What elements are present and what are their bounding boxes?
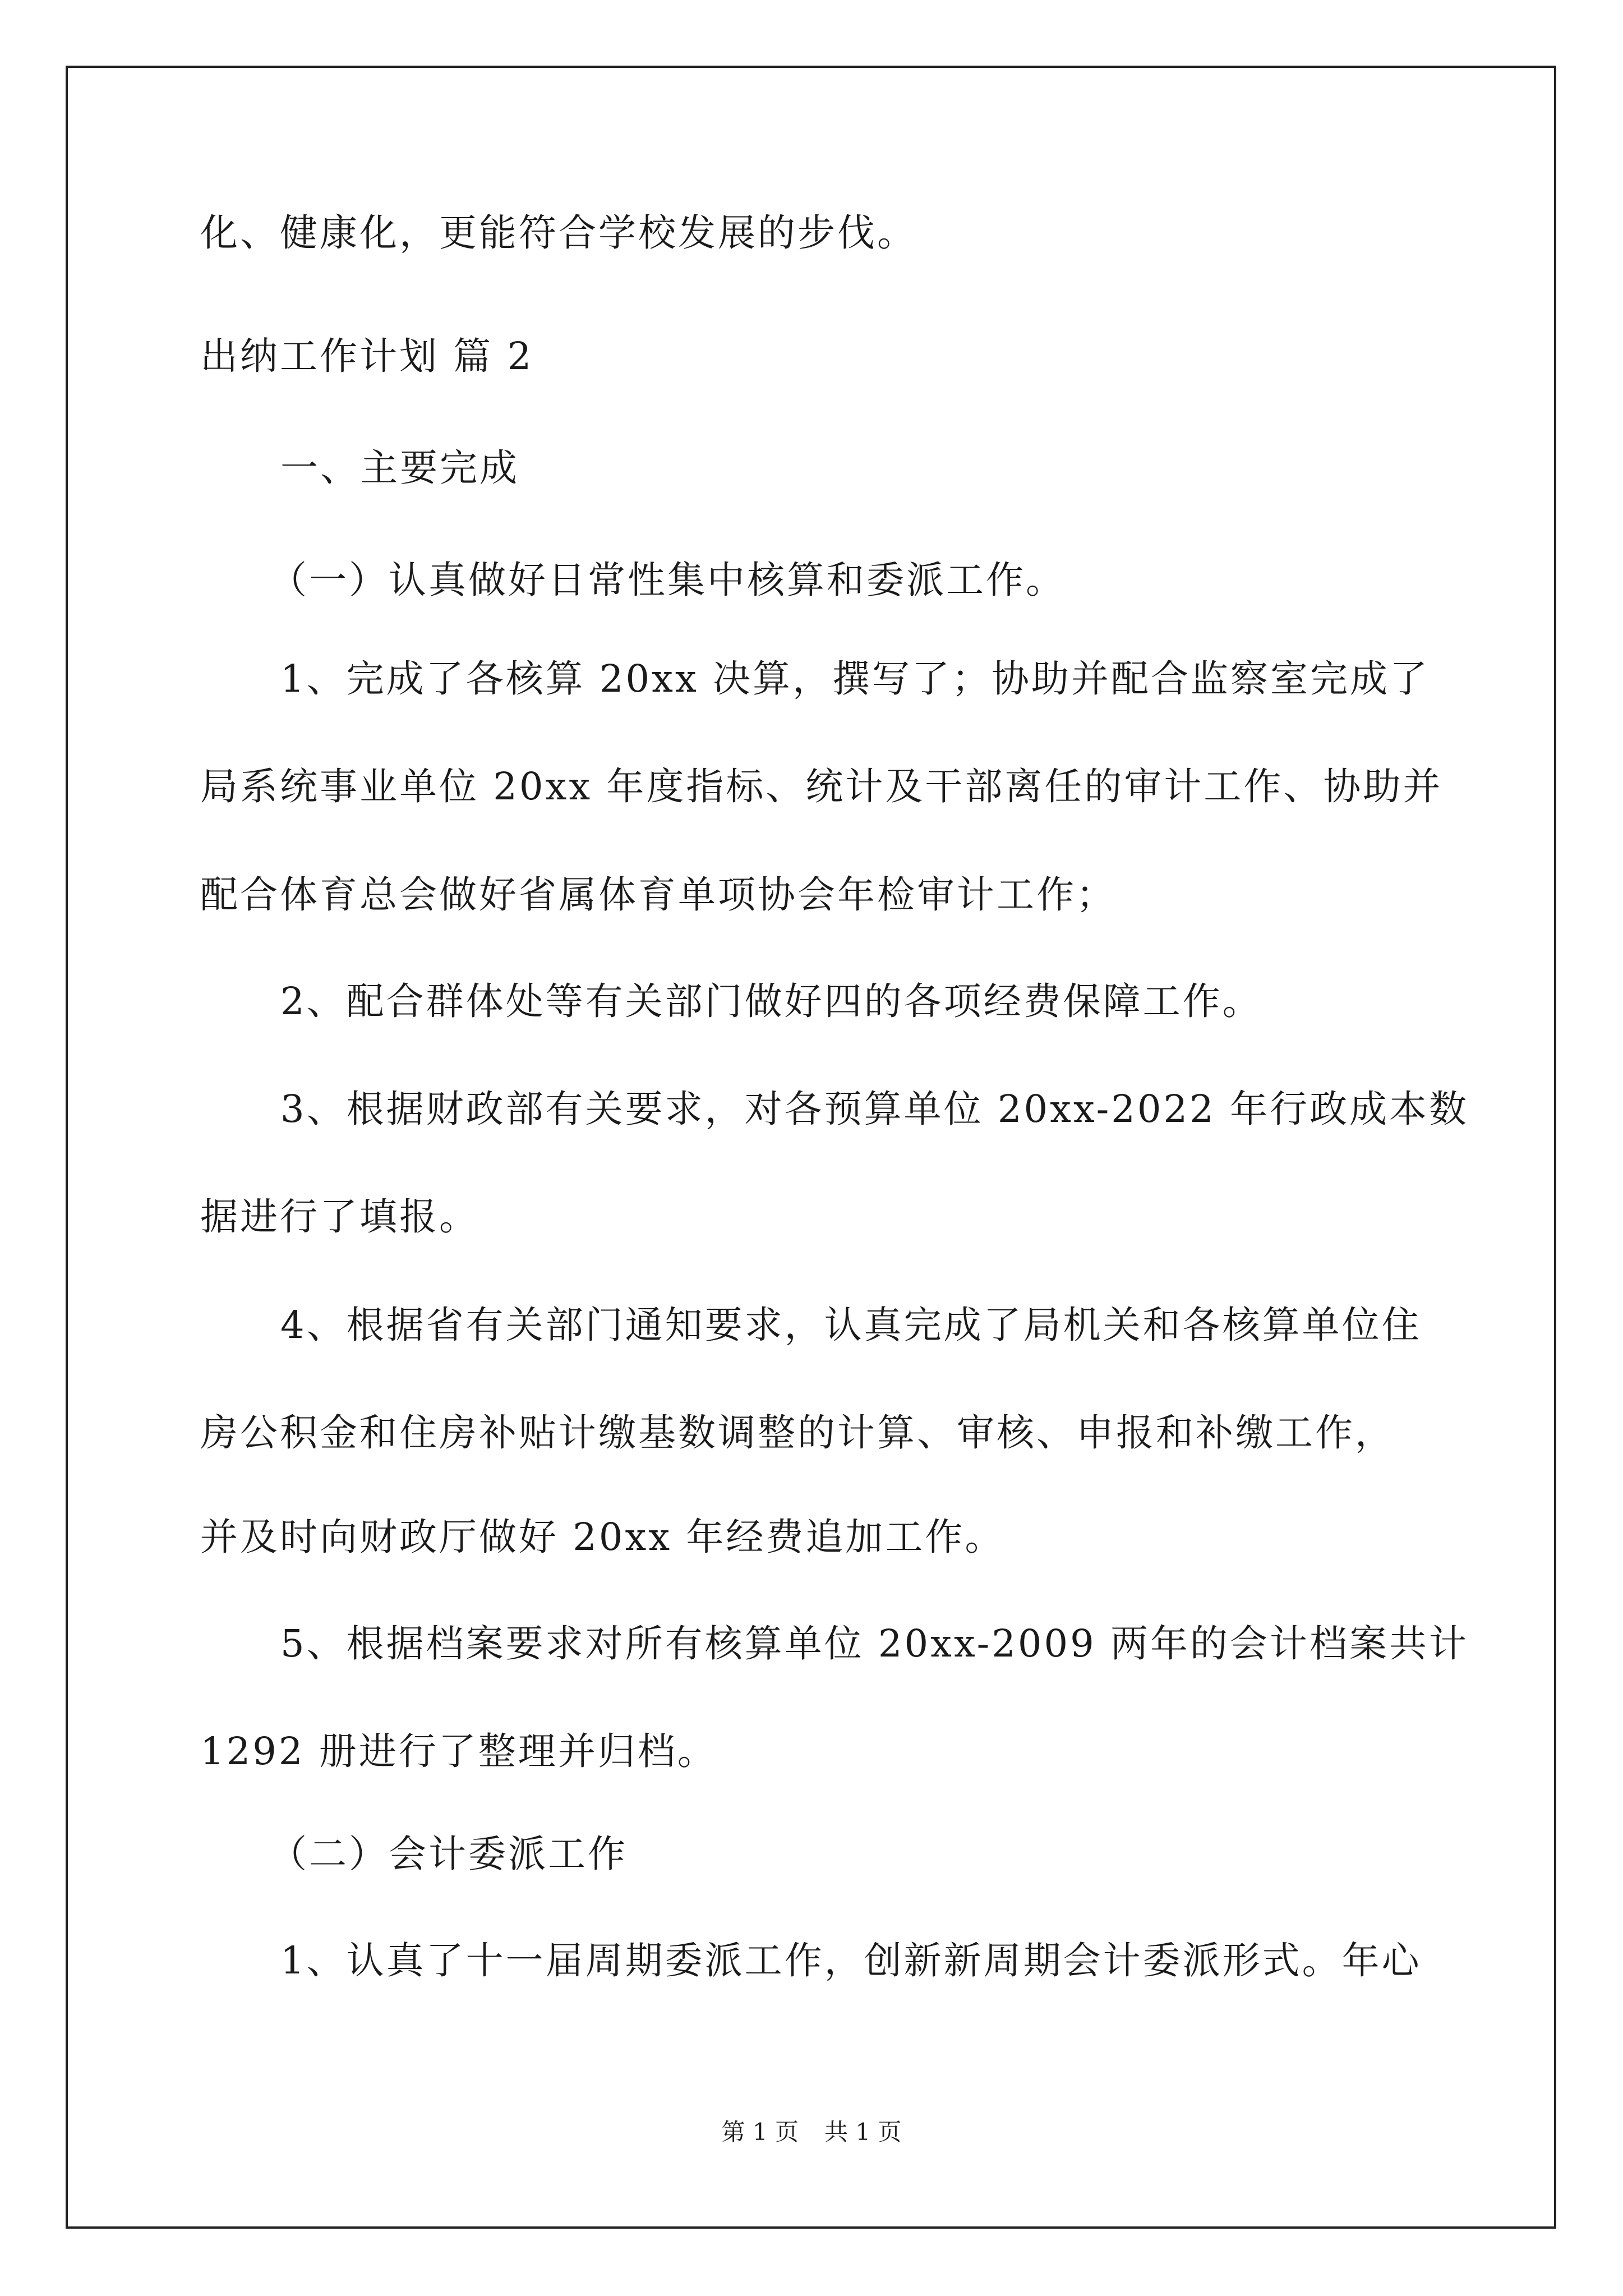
text-line: 1、认真了十一届周期委派工作，创新新周期会计委派形式。年心 (280, 1939, 1422, 1982)
text-line: 1292 册进行了整理并归档。 (200, 1729, 717, 1773)
text-line: 房公积金和住房补贴计缴基数调整的计算、审核、申报和补缴工作， (200, 1411, 1395, 1455)
text-line: （二）会计委派工作 (269, 1832, 628, 1876)
text-line: 并及时向财政厅做好 20xx 年经费追加工作。 (200, 1515, 1005, 1559)
text-line: 5、根据档案要求对所有核算单位 20xx-2009 两年的会计档案共计 (280, 1622, 1469, 1665)
section-heading: 出纳工作计划 篇 2 (200, 334, 534, 378)
text-line: 据进行了填报。 (200, 1195, 479, 1239)
text-line: 2、配合群体处等有关部门做好四的各项经费保障工作。 (280, 979, 1262, 1023)
text-line: 一、主要完成 (280, 446, 519, 490)
text-line: （一）认真做好日常性集中核算和委派工作。 (269, 558, 1066, 602)
text-line: 3、根据财政部有关要求，对各预算单位 20xx-2022 年行政成本数 (280, 1087, 1469, 1131)
text-line: 局系统事业单位 20xx 年度指标、统计及干部离任的审计工作、协助并 (200, 765, 1443, 808)
text-line: 1、完成了各核算 20xx 决算，撰写了；协助并配合监察室完成了 (280, 657, 1430, 701)
page-footer (0, 2118, 1623, 2146)
page-border (66, 66, 1556, 2229)
text-line: 化、健康化，更能符合学校发展的步伐。 (200, 211, 917, 255)
page-number: 第 1 页 (721, 2118, 799, 2146)
page-total: 共 1 页 (824, 2118, 902, 2146)
text-line: 4、根据省有关部门通知要求，认真完成了局机关和各核算单位住 (280, 1303, 1422, 1347)
text-line: 配合体育总会做好省属体育单项协会年检审计工作； (200, 873, 1116, 917)
